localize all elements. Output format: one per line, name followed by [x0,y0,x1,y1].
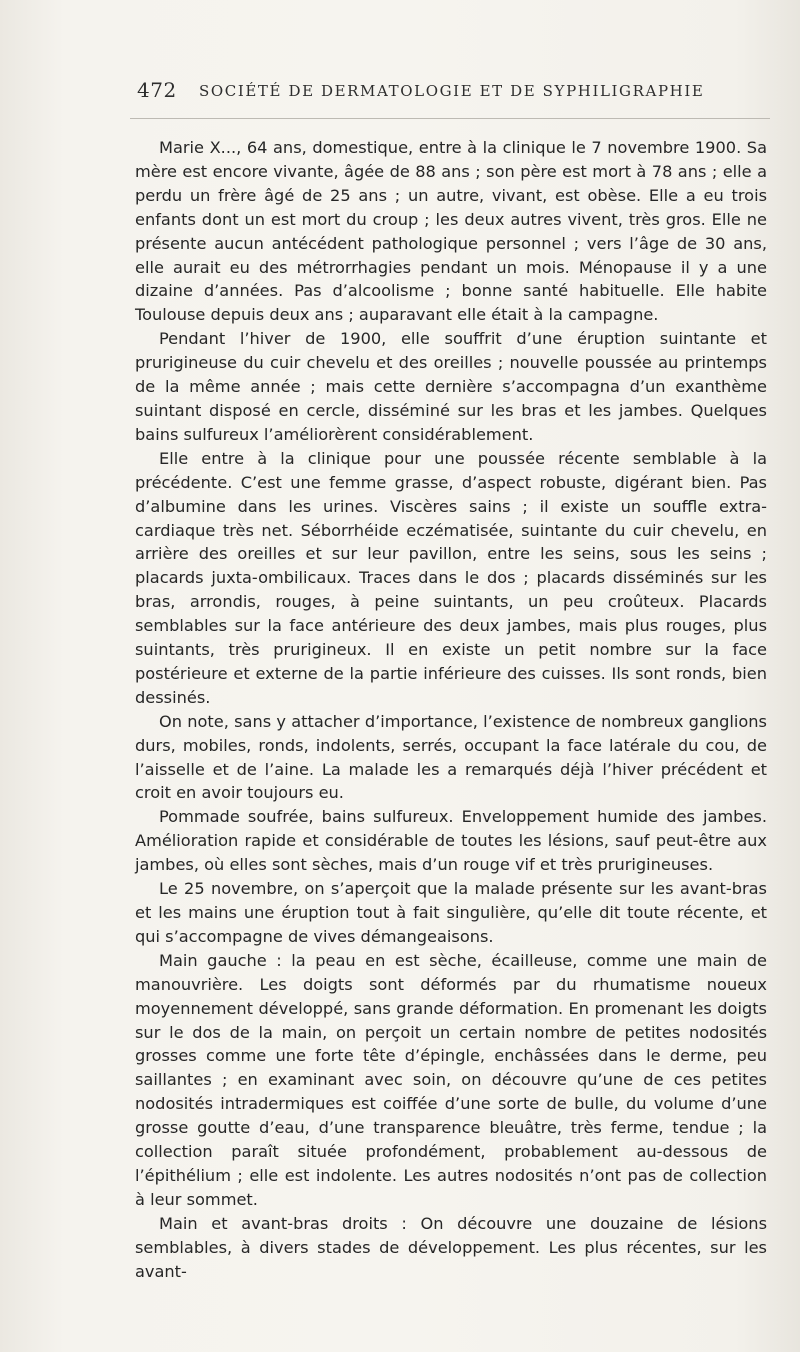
page-header [137,78,767,110]
page-number: 472 [137,78,177,102]
paragraph-new-eruption: Le 25 novembre, on s’aperçoit que la malade présente sur les avant-bras et les mains une éruption tout à fait singulière, qu’elle dit toute récente, et qui s’accompagne de vives démangeaisons. [135,879,767,946]
paragraph-treatment: Pommade soufrée, bains sulfureux. Enveloppement humide des jambes. Amélioration rapide et considérable de toutes les lésions, sauf peut-être aux jambes, où elles sont sèches, mais d’un rouge vif et très prurigineuses. [135,807,767,875]
paragraph-ganglions: On note, sans y attacher d’importance, l’existence de nombreux ganglions durs, mobiles, ronds, indolents, serrés, occupant la face latérale du cou, de l’aisselle et de l’aine. La malade les a remarqués déjà l’hiver précédent et croit en avoir toujours eu. [135,711,767,803]
paragraph-clinical-exam: Elle entre à la clinique pour une poussée récente semblable à la précédente. C’est une femme grasse, d’aspect robuste, digérant bien. Pas d’albumine dans les urines. Viscères sains ; il existe un souffle extra-cardiaque très net. Séborrhéide eczématisée, suintante du cuir chevelu, en arrière des oreilles et sur leur pavillon, entre les seins, sous les seins ; placards juxta-ombilicaux. Traces dans le dos ; placards disséminés sur les bras, arrondis, rouges, à peine suintants, un peu croûteux. Placards semblables sur la face antérieure des deux jambes, mais plus rouges, plus suintants, très prurigineux. Il en existe un petit nombre sur la face postérieure et externe de la partie inférieure des cuisses. Ils sont ronds, bien dessinés. [135,448,767,707]
running-title: SOCIÉTÉ DE DERMATOLOGIE ET DE SYPHILIGRAPHIE [199,82,705,100]
paragraph-winter-eruption: Pendant l’hiver de 1900, elle souffrit d’une éruption suintante et prurigineuse du cuir chevelu et des oreilles ; nouvelle poussée au printemps de la même année ; mais cette dernière s’accompagna d’un exanthème suintant disposé en cercle, disséminé sur les bras et les jambes. Quelques bains sulfureux l’améliorèrent considérablement. [135,329,767,444]
header-rule [130,118,770,119]
paragraph-right-hand: Main et avant-bras droits : On découvre une douzaine de lésions semblables, à divers stades de développement. Les plus récentes, sur les avant- [135,1213,767,1281]
body-text [135,136,767,1284]
paragraph-patient-history: Marie X..., 64 ans, domestique, entre à la clinique le 7 novembre 1900. Sa mère est encore vivante, âgée de 88 ans ; son père est mort à 78 ans ; elle a perdu un frère âgé de 25 ans ; un autre, vivant, est obèse. Elle a eu trois enfants dont un est mort du croup ; les deux autres vivent, très gros. Elle ne présente aucun antécédent pathologique personnel ; vers l’âge de 30 ans, elle aurait eu des métrorrhagies pendant un mois. Ménopause il y a une dizaine d’années. Pas d’alcoolisme ; bonne santé habituelle. Elle habite Toulouse depuis deux ans ; auparavant elle était à la campagne. [135,138,767,325]
paragraph-left-hand: Main gauche : la peau en est sèche, écailleuse, comme une main de manouvrière. Les doigts sont déformés par du rhumatisme noueux moyennement développé, sans grande déformation. En promenant les doigts sur le dos de la main, on perçoit un certain nombre de petites nodosités grosses comme une forte tête d’épingle, enchâssées dans le derme, peu saillantes ; en examinant avec soin, on découvre qu’une de ces petites nodosités intradermiques est coiffée d’une sorte de bulle, du volume d’une grosse goutte d’eau, d’une transparence bleuâtre, très ferme, tendue ; la collection paraît située profondément, probablement au-dessous de l’épithélium ; elle est indolente. Les autres nodosités n’ont pas de collection à leur sommet. [135,950,767,1209]
